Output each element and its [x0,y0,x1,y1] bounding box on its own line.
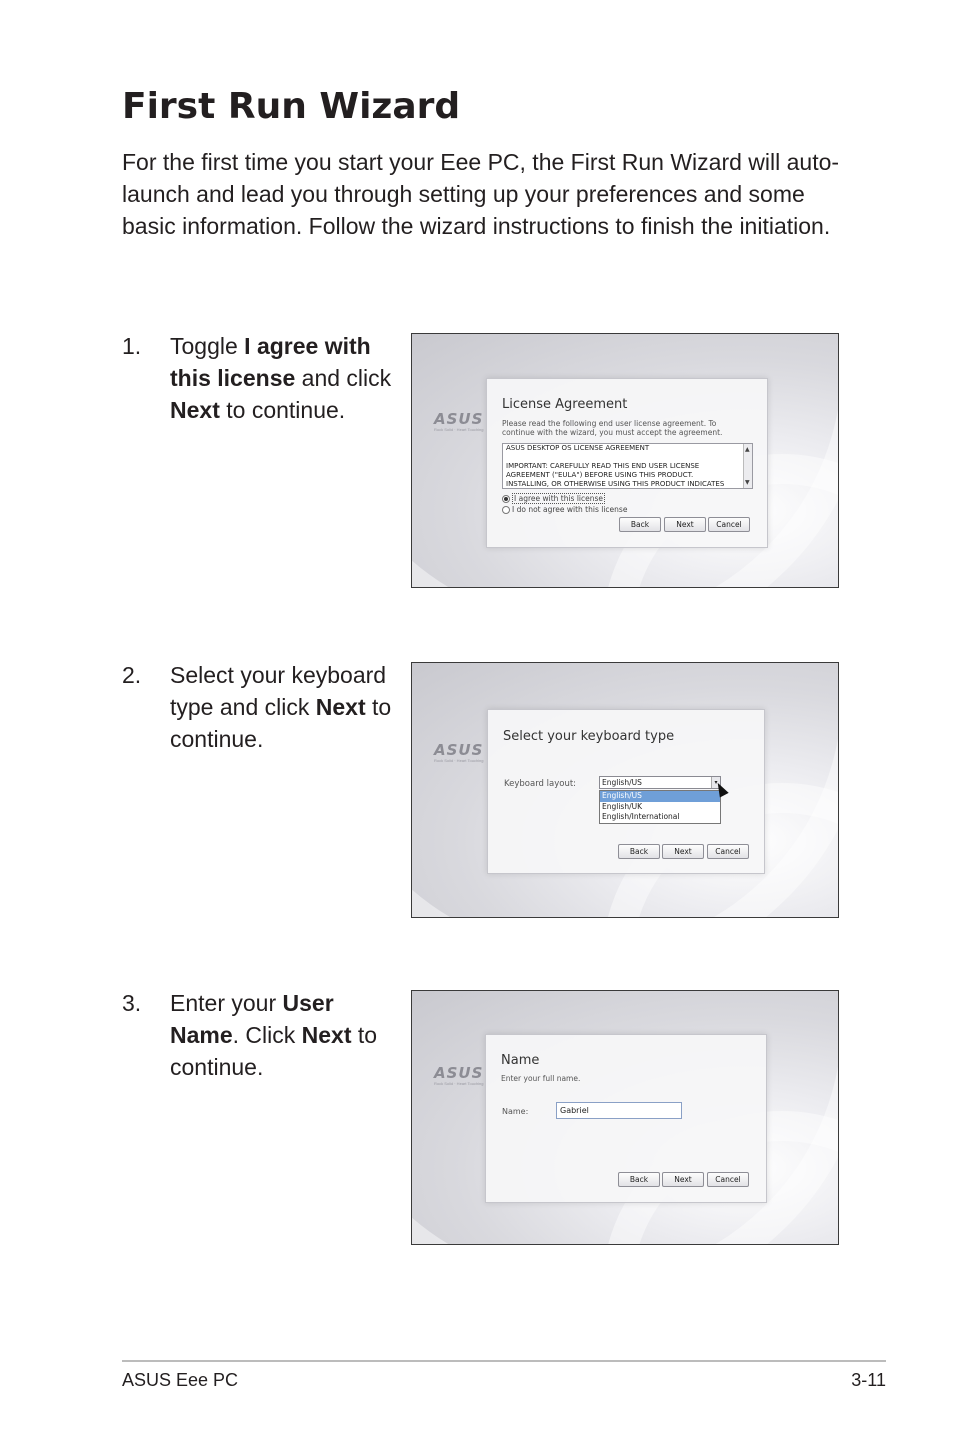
radio-unselected-icon [502,506,510,514]
step-number: 3. [122,990,142,1016]
asus-logo-text: ASUS [434,741,484,759]
disagree-radio-label: I do not agree with this license [512,505,628,514]
keyboard-layout-select[interactable] [599,776,721,789]
keyboard-layout-dropdown[interactable] [599,790,721,824]
name-label: Name: [502,1107,529,1116]
dialog-title: Name [501,1053,540,1068]
step-text-bold: Next [170,397,220,423]
step-text-part: . Click [232,1022,302,1048]
screenshot-keyboard-type [411,662,839,918]
step-text-part: Toggle [170,333,245,359]
screenshot-user-name [411,990,839,1245]
license-scrollbar[interactable] [743,444,752,488]
asus-logo [434,412,482,432]
screenshot-license-agreement [411,333,839,588]
asus-tagline: Rock Solid · Heart Touching [434,427,484,432]
asus-tagline: Rock Solid · Heart Touching [434,758,484,763]
intro-paragraph: For the first time you start your Eee PC, the First Run Wizard will auto-launch and lead you through setting up your preferences and some basic information. Follow the wizard instructions to finish the initiation. [122,149,840,239]
asus-logo-text: ASUS [434,410,484,428]
step-text-part: and click [295,365,392,391]
agree-radio-label: I agree with this license [514,494,604,503]
asus-tagline: Rock Solid · Heart Touching [434,1081,484,1086]
license-dialog [486,378,768,548]
next-button[interactable]: Next [664,517,706,532]
next-button[interactable]: Next [662,1172,704,1187]
dropdown-option[interactable]: English/US [600,791,720,802]
name-input[interactable]: Gabriel [556,1102,682,1119]
name-dialog [485,1034,767,1203]
scroll-up-icon[interactable]: ▲ [745,446,750,453]
footer-page-number: 3-11 [851,1370,886,1390]
step-text [170,330,400,426]
asus-logo [434,743,482,763]
license-line: INSTALLING, OR OTHERWISE USING THIS PRODUCT INDICATES [506,480,725,488]
step-text-part: to continue. [219,397,346,423]
step-text-part: to continue. [170,1022,378,1080]
step-number: 2. [122,662,142,688]
step-text-part: to continue. [170,694,392,752]
step-text-bold: Next [301,1022,352,1048]
dropdown-option[interactable]: English/UK [602,801,643,811]
step-number: 1. [122,333,142,359]
step-text [170,987,400,1083]
dialog-instructions: Please read the following end user license agreement. To continue with the wizard, you must accept the agreement. [502,419,723,437]
agree-radio[interactable] [502,494,605,503]
dropdown-option[interactable]: English/International [602,812,680,821]
back-button[interactable]: Back [619,517,661,532]
dialog-subtitle: Enter your full name. [501,1074,581,1083]
asus-logo [434,1066,482,1086]
footer-product-name: ASUS Eee PC [122,1370,239,1390]
license-line: IMPORTANT: CAREFULLY READ THIS END USER LICENSE [506,462,700,470]
radio-selected-icon [502,495,510,503]
back-button[interactable]: Back [618,844,660,859]
page-title: First Run Wizard [122,86,461,127]
license-line: ASUS DESKTOP OS LICENSE AGREEMENT [506,444,650,452]
back-button[interactable]: Back [618,1172,660,1187]
step-text-bold: Next [315,694,366,720]
step-text-part: Select your keyboard type and click [170,662,387,720]
cancel-button[interactable]: Cancel [707,1172,749,1187]
cancel-button[interactable]: Cancel [708,517,750,532]
step-text-bold: I agree with this license [170,333,371,391]
dialog-title: License Agreement [502,397,628,412]
license-line [503,453,752,462]
keyboard-layout-value: English/US [602,778,642,787]
keyboard-dialog [487,709,765,874]
scroll-down-icon[interactable]: ▼ [745,479,750,486]
keyboard-layout-label: Keyboard layout: [504,779,577,789]
dialog-title: Select your keyboard type [503,729,675,744]
step-text-part: Enter your [170,990,283,1016]
step-text [170,659,400,755]
dropdown-arrow-icon[interactable]: ▾ [711,777,720,788]
step-text-bold: User Name [170,990,334,1048]
cancel-button[interactable]: Cancel [707,844,749,859]
license-text-box[interactable] [502,443,753,489]
asus-logo-text: ASUS [434,1064,484,1082]
footer-rule [122,1360,886,1362]
license-line: AGREEMENT ("EULA") BEFORE USING THIS PRODUCT. [506,471,694,479]
next-button[interactable]: Next [662,844,704,859]
disagree-radio[interactable] [502,505,627,514]
